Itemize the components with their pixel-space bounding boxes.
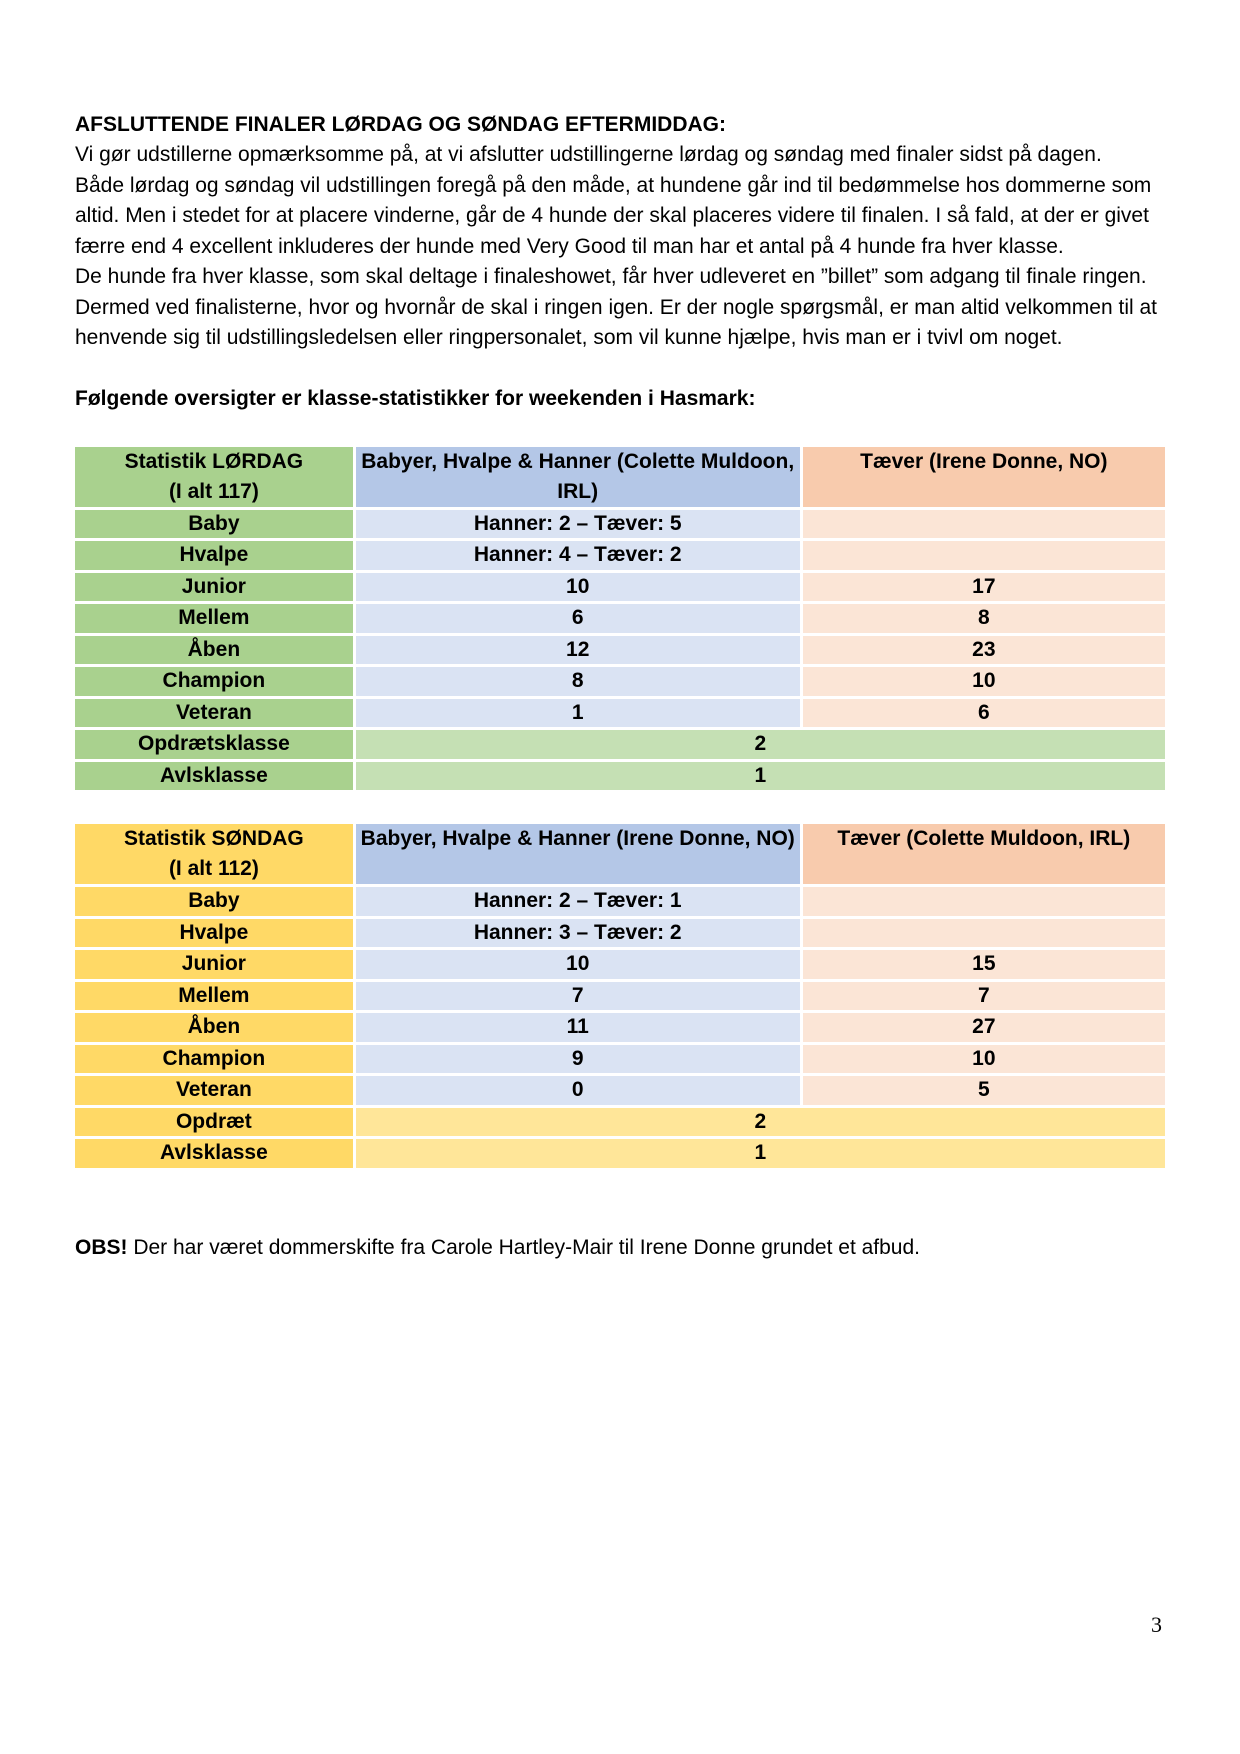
males-count: 10 bbox=[356, 573, 800, 602]
class-label: Åben bbox=[75, 1013, 353, 1042]
combined-count: 1 bbox=[356, 762, 1165, 791]
females-count: 15 bbox=[803, 950, 1165, 979]
males-count: 11 bbox=[356, 1013, 800, 1042]
males-count: 6 bbox=[356, 604, 800, 633]
statistics-subheading: Følgende oversigter er klasse-statistikker for weekenden i Hasmark: bbox=[75, 386, 756, 410]
saturday-statistics-table bbox=[72, 444, 1168, 794]
table-row bbox=[75, 730, 1165, 759]
table-row bbox=[75, 919, 1165, 948]
sunday-header-title: Statistik SØNDAG bbox=[124, 827, 304, 850]
intro-paragraph-2: Både lørdag og søndag vil udstillingen foregå på den måde, at hundene går ind til bedømmelse hos dommerne som altid. Men i stedet for at placere vinderne, går de 4 hunde der skal placeres videre til finalen. I så fald, at der er givet færre end 4 excellent inkluderes der hunde med Very Good til man har et antal på 4 hunde fra hver klasse. bbox=[75, 173, 1152, 258]
males-count: 1 bbox=[356, 699, 800, 728]
table-row bbox=[75, 510, 1165, 539]
females-count: 6 bbox=[803, 699, 1165, 728]
males-count: 9 bbox=[356, 1045, 800, 1074]
class-label: Junior bbox=[75, 573, 353, 602]
table-header-row bbox=[75, 447, 1165, 507]
males-count: 0 bbox=[356, 1076, 800, 1105]
table-row bbox=[75, 1013, 1165, 1042]
females-count: 17 bbox=[803, 573, 1165, 602]
class-label: Åben bbox=[75, 636, 353, 665]
females-count: 10 bbox=[803, 667, 1165, 696]
males-count: 10 bbox=[356, 950, 800, 979]
sunday-header-females: Tæver (Colette Muldoon, IRL) bbox=[803, 824, 1165, 884]
class-label: Avlsklasse bbox=[75, 762, 353, 791]
section-heading: AFSLUTTENDE FINALER LØRDAG OG SØNDAG EFTERMIDDAG: bbox=[75, 113, 726, 136]
combined-count: 1 bbox=[356, 1139, 1165, 1168]
females-count: 7 bbox=[803, 982, 1165, 1011]
table-row bbox=[75, 887, 1165, 916]
table-row bbox=[75, 667, 1165, 696]
combined-count: 2 bbox=[356, 1108, 1165, 1137]
saturday-header-females: Tæver (Irene Donne, NO) bbox=[803, 447, 1165, 507]
sunday-header-males: Babyer, Hvalpe & Hanner (Irene Donne, NO) bbox=[356, 824, 800, 884]
class-label: Veteran bbox=[75, 1076, 353, 1105]
males-count: Hanner: 4 – Tæver: 2 bbox=[356, 541, 800, 570]
males-count: 12 bbox=[356, 636, 800, 665]
class-label: Champion bbox=[75, 1045, 353, 1074]
table-row bbox=[75, 604, 1165, 633]
class-label: Hvalpe bbox=[75, 541, 353, 570]
females-count bbox=[803, 510, 1165, 539]
table-row bbox=[75, 573, 1165, 602]
obs-prefix: OBS! bbox=[75, 1235, 128, 1259]
class-label: Junior bbox=[75, 950, 353, 979]
sunday-statistics-table bbox=[72, 821, 1168, 1171]
table-row bbox=[75, 762, 1165, 791]
sunday-header-label bbox=[75, 824, 353, 884]
table-row bbox=[75, 1045, 1165, 1074]
females-count: 5 bbox=[803, 1076, 1165, 1105]
class-label: Mellem bbox=[75, 604, 353, 633]
combined-count: 2 bbox=[356, 730, 1165, 759]
females-count: 23 bbox=[803, 636, 1165, 665]
page-number: 3 bbox=[1151, 1612, 1162, 1637]
females-count bbox=[803, 919, 1165, 948]
class-label: Mellem bbox=[75, 982, 353, 1011]
table-row bbox=[75, 541, 1165, 570]
table-row bbox=[75, 1108, 1165, 1137]
sunday-header-total: (I alt 112) bbox=[168, 857, 259, 880]
table-header-row bbox=[75, 824, 1165, 884]
obs-note bbox=[75, 1233, 1165, 1263]
males-count: 7 bbox=[356, 982, 800, 1011]
class-label: Avlsklasse bbox=[75, 1139, 353, 1168]
class-label: Baby bbox=[75, 510, 353, 539]
males-count: Hanner: 2 – Tæver: 5 bbox=[356, 510, 800, 539]
class-label: Baby bbox=[75, 887, 353, 916]
saturday-header-males: Babyer, Hvalpe & Hanner (Colette Muldoon, IRL) bbox=[356, 447, 800, 507]
intro-paragraph-1: Vi gør udstillerne opmærksomme på, at vi afslutter udstillingerne lørdag og søndag med finaler sidst på dagen. bbox=[75, 143, 1102, 166]
class-label: Champion bbox=[75, 667, 353, 696]
females-count: 10 bbox=[803, 1045, 1165, 1074]
table-row bbox=[75, 982, 1165, 1011]
males-count: Hanner: 3 – Tæver: 2 bbox=[356, 919, 800, 948]
females-count bbox=[803, 887, 1165, 916]
saturday-header-label bbox=[75, 447, 353, 507]
females-count: 27 bbox=[803, 1013, 1165, 1042]
table-row bbox=[75, 699, 1165, 728]
females-count bbox=[803, 541, 1165, 570]
table-row bbox=[75, 950, 1165, 979]
females-count: 8 bbox=[803, 604, 1165, 633]
table-row bbox=[75, 1139, 1165, 1168]
class-label: Opdrætsklasse bbox=[75, 730, 353, 759]
males-count: Hanner: 2 – Tæver: 1 bbox=[356, 887, 800, 916]
intro-paragraph-3: De hunde fra hver klasse, som skal deltage i finaleshowet, får hver udleveret en ”billet” som adgang til finale ringen. Dermed ved finalisterne, hvor og hvornår de skal i ringen igen. Er der nogle spørgsmål, er man altid velkommen til at henvende sig til udstillingsledelsen eller ringpersonalet, som vil kunne hjælpe, hvis man er i tvivl om noget. bbox=[75, 265, 1158, 349]
class-label: Opdræt bbox=[75, 1108, 353, 1137]
obs-text: Der har været dommerskifte fra Carole Hartley-Mair til Irene Donne grundet et afbud. bbox=[127, 1235, 920, 1259]
table-row bbox=[75, 1076, 1165, 1105]
class-label: Hvalpe bbox=[75, 919, 353, 948]
saturday-header-title: Statistik LØRDAG bbox=[124, 449, 304, 473]
class-label: Veteran bbox=[75, 699, 353, 728]
saturday-header-total: (I alt 117) bbox=[168, 479, 259, 503]
table-row bbox=[75, 636, 1165, 665]
males-count: 8 bbox=[356, 667, 800, 696]
document-body bbox=[75, 110, 1165, 1263]
